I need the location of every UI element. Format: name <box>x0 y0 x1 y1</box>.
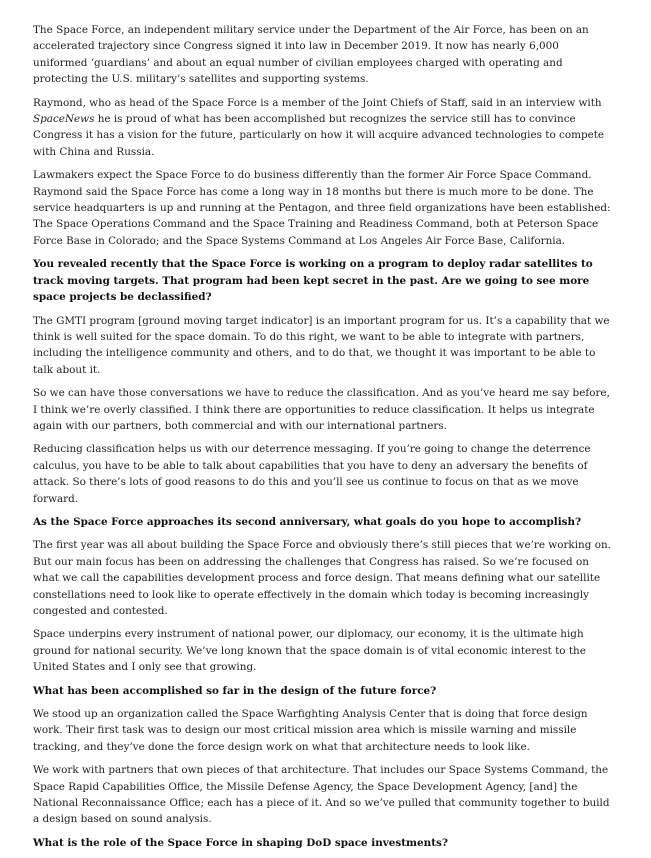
paragraph-raymond-end: he is proud of what has been accomplished but recognizes the service still has to convince Congress it has a vision for the future, particularly on how it will acquire advanced technologies to compete with China and Russia. <box>33 113 605 158</box>
paragraph-intro: The Space Force, an independent military service under the Department of the Air Force, has been on an accelerated trajectory since Congress signed it into law in December 2019. It now has nearly 6,000 uniformed ‘guardians’ and about an equal number of civilian employees charged with operating and protecting the U.S. military’s satellites and supporting systems. <box>33 24 589 86</box>
question-declassified: You revealed recently that the Space Force is working on a program to deploy radar satellites to track moving targets. That program had been kept secret in the past. Are we going to see more space projects be declassified? <box>33 258 593 304</box>
paragraph-raymond-start: Raymond, who as head of the Space Force is a member of the Joint Chiefs of Staff, said in an interview with <box>33 96 602 109</box>
paragraph-raymond-interview <box>33 95 611 161</box>
answer-classification: So we can have those conversations we have to reduce the classification. And as you’ve heard me say before, I think we’re overly classified. I think there are opportunities to reduce classification. It helps us integrate again with our partners, both commercial and with our international partners. <box>33 387 610 432</box>
paragraph-lawmakers: Lawmakers expect the Space Force to do business differently than the former Air Force Space Command. Raymond said the Space Force has come a long way in 18 months but there is much more to be done. The service headquarters is up and running at the Pentagon, and three field organizations have been established: The Space Operations Command and the Space Training and Readiness Command, both at Peterson Space Force Base in Colorado; and the Space Systems Command at Los Angeles Air Force Base, California. <box>33 169 611 247</box>
answer-first-year: The first year was all about building the Space Force and obviously there’s still pieces that we’re working on. But our main focus has been on addressing the challenges that Congress has raised. So we’re focused on what we call the capabilities development process and force design. That means defining what our satellite constellations need to look like to operate effectively in the domain which today is becoming increasingly congested and contested. <box>33 539 611 617</box>
answer-deterrence: Reducing classification helps us with our deterrence messaging. If you’re going to change the deterrence calculus, you have to be able to talk about capabilities that you have to deny an adversary the benefits of attack. So there’s lots of good reasons to do this and you’ll see us continue to focus on that as we move forward. <box>33 443 591 505</box>
question-dod-investments: What is the role of the Space Force in shaping DoD space investments? <box>33 836 448 849</box>
publication-name: SpaceNews <box>33 113 95 126</box>
answer-gmti: The GMTI program [ground moving target indicator] is an important program for us. It’s a capability that we think is well suited for the space domain. To do this right, we want to be able to integrate with partners, including the intelligence community and others, and to do that, we thought it was important to be able to talk about it. <box>33 314 610 376</box>
question-force-design: What has been accomplished so far in the design of the future force? <box>33 684 437 697</box>
answer-partners: We work with partners that own pieces of that architecture. That includes our Space Systems Command, the Space Rapid Capabilities Office, the Missile Defense Agency, the Space Development Agency, [and] the National Reconnaissance Office; each has a piece of it. And so we’ve pulled that community together to build a design based on sound analysis. <box>33 764 610 826</box>
answer-space-underpins: Space underpins every instrument of national power, our diplomacy, our economy, it is the ultimate high ground for national security. We’ve long known that the space domain is of vital economic interest to the United States and I only see that growing. <box>33 628 586 674</box>
question-second-anniversary: As the Space Force approaches its second anniversary, what goals do you hope to accomplish? <box>33 515 582 528</box>
answer-warfighting-center: We stood up an organization called the Space Warfighting Analysis Center that is doing that force design work. Their first task was to design our most critical mission area which is missile warning and missile tracking, and they’ve done the force design work on what that architecture needs to look like. <box>33 708 588 753</box>
article-body <box>33 22 611 858</box>
